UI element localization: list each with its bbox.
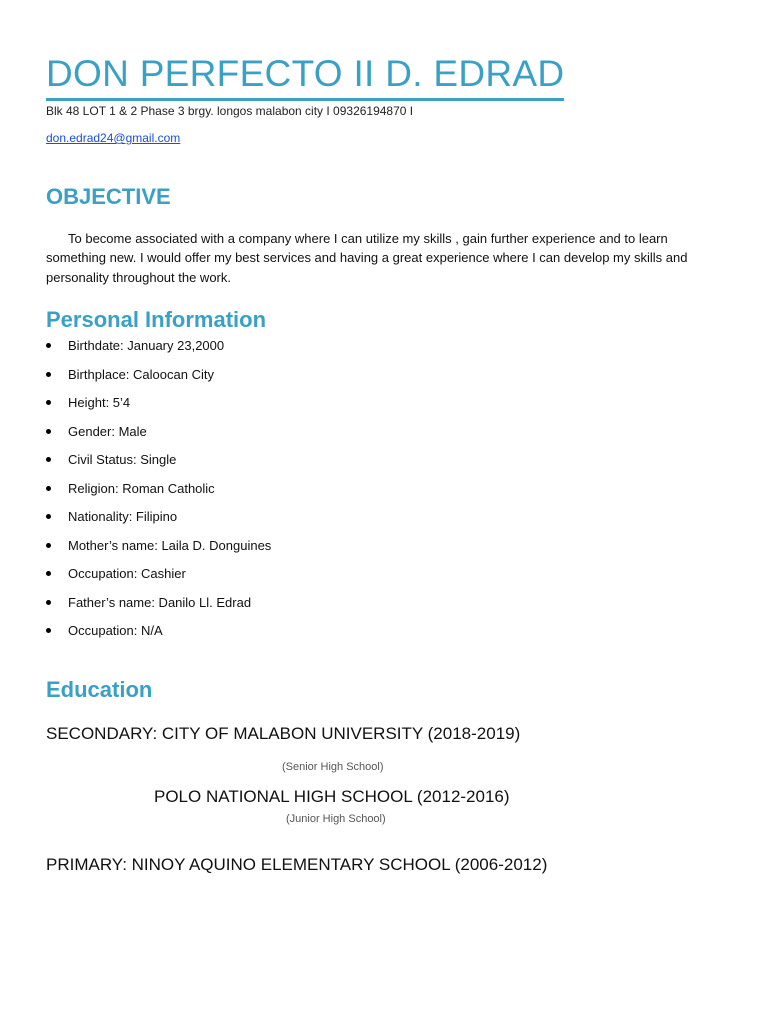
list-item <box>46 336 271 365</box>
nationality-text: Nationality: Filipino <box>68 509 178 524</box>
list-item <box>46 507 271 536</box>
bullet-icon <box>46 486 51 491</box>
resume-name: DON PERFECTO II D. EDRAD <box>46 52 564 101</box>
email-link[interactable]: don.edrad24@gmail.com <box>46 131 181 145</box>
junior-high-school-line: POLO NATIONAL HIGH SCHOOL (2012-2016) <box>154 787 510 806</box>
bullet-icon <box>46 372 51 377</box>
birthplace-text: Birthplace: Caloocan City <box>68 366 214 382</box>
bullet-icon <box>46 400 51 405</box>
bullet-icon <box>46 628 51 633</box>
bullet-icon <box>46 571 51 576</box>
list-item <box>46 479 271 508</box>
bullet-icon <box>46 543 51 548</box>
bullet-icon <box>46 457 51 462</box>
objective-heading: OBJECTIVE <box>46 184 171 209</box>
fathers-name-text: Father’s name: Danilo Ll. Edrad <box>68 594 252 610</box>
primary-school-line: PRIMARY: NINOY AQUINO ELEMENTARY SCHOOL (2006-2012) <box>46 855 548 874</box>
list-item <box>46 536 271 565</box>
birthdate-text: Birthdate: January 23,2000 <box>68 338 225 353</box>
list-item <box>46 450 271 479</box>
gender-text: Gender: Male <box>68 423 147 439</box>
contact-address: Blk 48 LOT 1 & 2 Phase 3 brgy. longos malabon city I 09326194870 I <box>46 104 414 118</box>
bullet-icon <box>46 514 51 519</box>
height-text: Height: 5’4 <box>68 395 131 410</box>
bullet-icon <box>46 600 51 605</box>
bullet-icon <box>46 429 51 434</box>
mothers-occupation-text: Occupation: Cashier <box>68 566 186 581</box>
secondary-school-line: SECONDARY: CITY OF MALABON UNIVERSITY (2018-2019) <box>46 724 521 743</box>
religion-text: Religion: Roman Catholic <box>68 480 215 496</box>
personal-information-list <box>46 336 271 650</box>
list-item <box>46 393 271 422</box>
education-heading: Education <box>46 677 153 702</box>
junior-high-note: (Junior High School) <box>286 813 386 825</box>
list-item <box>46 593 271 622</box>
personal-information-heading: Personal Information <box>46 307 267 332</box>
mothers-name-text: Mother’s name: Laila D. Donguines <box>68 537 272 553</box>
objective-text: To become associated with a company where I can utilize my skills , gain further experience and to learn something new. I would offer my best services and having a great experience where I can develop my skills and personality throughout the work. <box>46 231 688 285</box>
senior-high-note: (Senior High School) <box>282 761 384 773</box>
fathers-occupation-text: Occupation: N/A <box>68 623 163 638</box>
list-item <box>46 365 271 394</box>
bullet-icon <box>46 343 51 348</box>
list-item <box>46 621 271 650</box>
list-item <box>46 422 271 451</box>
list-item <box>46 564 271 593</box>
civil-status-text: Civil Status: Single <box>68 452 177 467</box>
